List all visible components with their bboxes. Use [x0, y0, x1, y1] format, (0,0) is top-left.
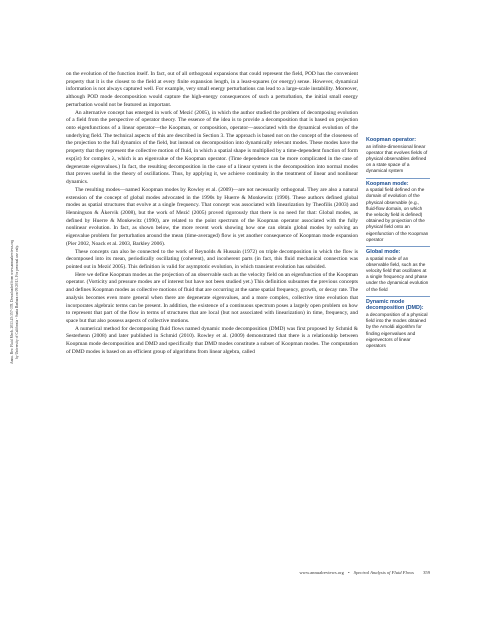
footer-site-link[interactable]: www.annualreviews.org [299, 570, 344, 575]
main-text-column [66, 71, 358, 357]
page-number: 359 [423, 570, 430, 575]
paragraph: Here we define Koopman modes as the projection of an observable such as the velocity field on an eigenfunction of the Koopman operator. (Vorticity and pressure modes are of interest but have not been studied yet.) This definition subsumes the previous concepts and defines Koopman modes as collective motions of fluid that are occurring at the same spatial frequency, growth, or decay rate. The analysis becomes even more general when there are degenerate eigenvalues, and a more complex, collective time evolution that incorporates algebraic terms can be present. In addition, the existence of a continuous spectrum poses a largely open problem on how to represent that part of the flow in terms of structures that are local (but not associated with linearization) in time, frequency, and space but that also possess aspects of collective motions. [66, 271, 358, 324]
page-footer [200, 570, 430, 575]
footer-separator: • [348, 570, 350, 575]
download-notice [10, 192, 24, 412]
paragraph: on the evolution of the function itself. In fact, out of all orthogonal expansions that could represent the field, POD has the convenient property that it is the closest to the field at every finite expansion length, in a least-squares (or energy) sense. However, dynamical information is not always captured well. For example, very small energy perturbations can lead to a large-scale instability. Moreover, although POD mode decomposition would capture the high-energy consequences of such a perturbation, the initial small energy perturbation would not be featured as important. [66, 71, 358, 108]
glossary-entry [366, 137, 430, 175]
glossary-entry [366, 178, 430, 243]
glossary-term: Global mode: [366, 246, 430, 256]
paragraph: An alternative concept has emerged in work of Mezić (2005), in which the author studied the problem of decomposing evolution of a field from the perspective of operator theory. The essence of the idea is to provide a decomposition that is based on projection onto eigenfunctions of a linear operator—the Koopman, or composition, operator—associated with the dynamical evolution of the underlying field. The technical aspects of this are described in Section 3. The approach is based not on the concept of the closeness of the projection to the full dynamics of the field, but instead on decomposition into dynamically relevant modes. These modes have the property that they represent the collective motion of fluid, in which a spatial shape is multiplied by a time-dependent function of form exp(λt) for complex λ, which is an eigenvalue of the Koopman operator. (Time dependence can be more complicated in the case of degenerate eigenvalues.) In fact, the resulting decomposition in the case of a linear system is the decomposition into normal modes that proves useful in the theory of oscillations. Thus, by applying it, we achieve continuity in the treatment of linear and nonlinear dynamics. [66, 109, 358, 186]
glossary-definition: a spatial field defined on the domain of evolution of the physical observable (e.g., fluid-flow domain, on which the velocity field is defined) obtained by projection of the physical field onto an eigenfunction of the Koopman operator [366, 187, 429, 242]
paragraph: These concepts can also be connected to the work of Reynolds & Hussain (1972) on triple decomposition in which the flow is decomposed into its mean, periodically oscillating (coherent), and incoherent parts (in fact, this fluid mechanical connection was pointed out in Mezić 2005). This definition is valid for asymptotic evolution, in which transient evolution has subsided. [66, 248, 358, 270]
glossary-term: Dynamic mode decomposition (DMD): [366, 296, 430, 312]
glossary-definition: a spatial mode of an observable field, such as the velocity field that oscillates at a single frequency and phase under the dynamical evolution of the field [366, 255, 429, 292]
download-notice-line-1: Annu. Rev. Fluid Mech. 2013.45:357-378. Downloaded from www.annualreviews.org [10, 239, 14, 365]
glossary-definition: a decomposition of a physical field into the modes obtained by the Arnoldi algorithm for finding eigenvalues and eigenvectors of linear operators [366, 312, 428, 349]
glossary-term: Koopman operator: [366, 137, 417, 143]
glossary-term: Koopman mode: [366, 178, 430, 188]
glossary-entry [366, 296, 430, 349]
paragraph: A numerical method for decomposing fluid flows named dynamic mode decomposition (DMD) was first proposed by Schmid & Sesterhenn (2008) and later published in Schmid (2010). Rowley et al. (2009) demonstrated that there is a relationship between Koopman mode decomposition and DMD and specifically that DMD modes constitute a subset of Koopman modes. The computation of DMD modes is based on an efficient group of algorithms from linear algebra, called [66, 325, 358, 355]
glossary-definition: an infinite-dimensional linear operator that evolves fields of physical observables defined on a state space of a dynamical system [366, 143, 428, 174]
margin-glossary [366, 137, 430, 349]
footer-journal-title: Spectral Analysis of Fluid Flows [353, 570, 414, 575]
glossary-entry [366, 246, 430, 293]
paragraph: The resulting modes—named Koopman modes by Rowley et al. (2009)—are not necessarily orthogonal. They are also a natural extension of the concept of global modes advocated in the 1990s by Huerre & Monkewitz (1990). These authors defined global modes as spatial structures that evolve at a single frequency. That concept was associated with linearization by Theofilis (2003) and Henningson & Åkervik (2008), but the work of Mezić (2005) proved rigorously that there is no need for that: Global modes, as defined by Huerre & Monkewitz (1990), are related to the point spectrum of the Koopman operator associated with the fully nonlinear evolution. In fact, as shown below, the more recent work showing how one can obtain global modes by solving an eigenvalue problem for perturbation around the mean (time-averaged) flow is yet another consequence of Koopman mode expansion (Pier 2002, Noack et al. 2003, Barkley 2006). [66, 186, 358, 247]
download-notice-line-2: by University of California - Santa Barbara on 09/20/13. For personal use only. [14, 245, 19, 359]
